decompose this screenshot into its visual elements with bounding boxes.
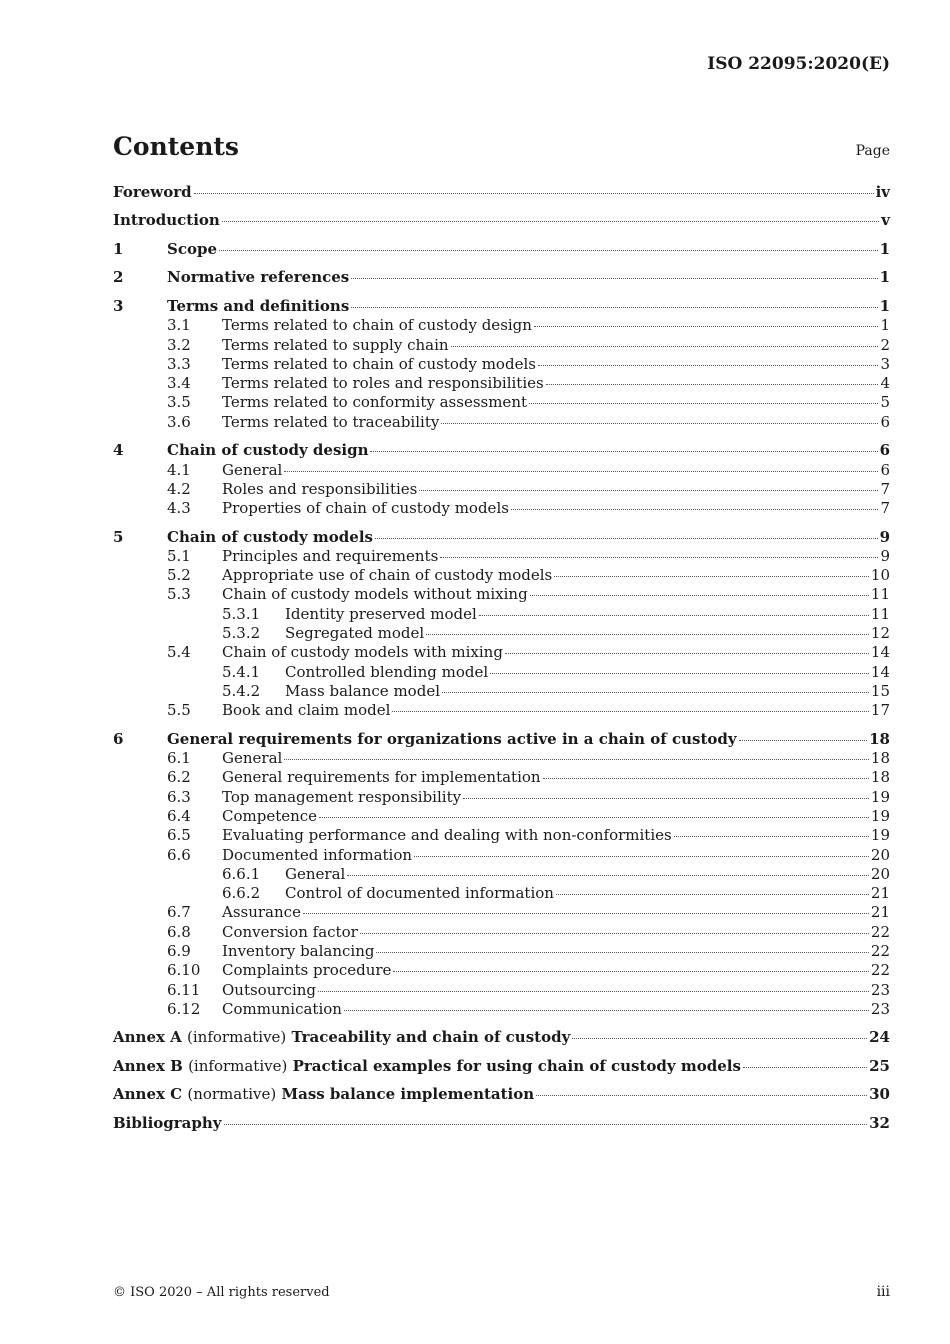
contents-title: Contents <box>113 132 240 161</box>
toc-entry-number: 6.2 <box>167 768 191 787</box>
toc-entry-page: 20 <box>870 845 890 864</box>
dot-leader <box>375 537 878 539</box>
toc-entry[interactable] <box>113 480 890 499</box>
toc-entry-number: 6.5 <box>167 826 191 845</box>
toc-entry[interactable] <box>113 682 890 701</box>
toc-entry-title: Roles and responsibilities <box>222 479 418 498</box>
toc-entry-number: 5.3 <box>167 585 191 604</box>
toc-entry-title: Appropriate use of chain of custody models <box>222 566 553 585</box>
toc-entry[interactable] <box>113 268 890 287</box>
toc-entry-page: v <box>881 211 890 230</box>
toc-entry-page: 17 <box>870 701 890 720</box>
dot-leader <box>376 951 868 953</box>
dot-leader <box>505 652 869 654</box>
toc-entry-title: Mass balance model <box>285 681 440 700</box>
toc-entry-title: Complaints procedure <box>222 961 392 980</box>
toc-entry-title: General <box>222 749 283 768</box>
toc-entry-page: 19 <box>870 787 890 806</box>
toc-entry[interactable] <box>113 624 890 643</box>
toc-entry-page: 1 <box>879 296 890 315</box>
toc-entry-page: 18 <box>870 768 890 787</box>
toc-entry-page: 9 <box>879 527 890 546</box>
dot-leader <box>554 575 869 577</box>
annex-label: Annex C <box>113 1085 183 1104</box>
dot-leader <box>479 614 869 616</box>
toc-entry-number: 6.3 <box>167 787 191 806</box>
toc-entry-number: 4 <box>113 441 124 460</box>
toc-entry[interactable] <box>113 528 890 547</box>
toc-entry[interactable] <box>113 701 890 720</box>
toc-entry-title: Scope <box>167 239 218 258</box>
toc-entry-number: 3.5 <box>167 393 191 412</box>
toc-entry[interactable] <box>113 585 890 604</box>
toc-entry-page: 2 <box>880 335 890 354</box>
dot-leader <box>739 739 868 741</box>
toc-entry-page: 22 <box>870 961 890 980</box>
dot-leader <box>556 893 869 895</box>
toc-entry-number: 3.2 <box>167 335 191 354</box>
dot-leader <box>572 1037 867 1039</box>
dot-leader <box>440 556 878 558</box>
toc-entry[interactable] <box>113 788 890 807</box>
toc-entry-title: Communication <box>222 999 342 1018</box>
toc-entry[interactable] <box>113 884 890 903</box>
dot-leader <box>451 345 879 347</box>
toc-entry-page: 7 <box>880 479 890 498</box>
dot-leader <box>347 874 869 876</box>
toc-entry-page: 32 <box>869 1113 890 1132</box>
dot-leader <box>546 383 879 385</box>
toc-entry[interactable] <box>113 768 890 787</box>
toc-entry-number: 5.3.1 <box>222 604 261 623</box>
toc-entry-page: 12 <box>870 624 890 643</box>
dot-leader <box>490 672 869 674</box>
toc-entry-number: 6.6.1 <box>222 864 261 883</box>
toc-entry[interactable] <box>113 981 890 1000</box>
toc-entry-page: 1 <box>879 239 890 258</box>
toc-entry-title: General requirements for organizations active in a chain of custody <box>167 729 737 748</box>
toc-entry-number: 4.2 <box>167 479 191 498</box>
toc-entry-number: 4.3 <box>167 499 191 518</box>
toc-entry-title: Conversion factor <box>222 922 358 941</box>
dot-leader <box>743 1066 867 1068</box>
toc-entry[interactable] <box>113 643 890 662</box>
toc-entry-number: 4.1 <box>167 460 191 479</box>
toc-entry-page: 24 <box>869 1028 890 1047</box>
toc-entry[interactable] <box>113 961 890 980</box>
toc-entry[interactable] <box>113 605 890 624</box>
toc-entry-page: 25 <box>869 1056 890 1075</box>
toc-entry-number: 3.4 <box>167 374 191 393</box>
toc-entry-title: Chain of custody models <box>167 527 373 546</box>
toc-entry-title: Controlled blending model <box>285 662 489 681</box>
toc-entry-title: Terms and definitions <box>167 296 350 315</box>
dot-leader <box>543 777 869 779</box>
toc-entry-page: 6 <box>880 460 890 479</box>
toc-entry-page: 23 <box>870 999 890 1018</box>
annex-title: Traceability and chain of custody <box>291 1028 571 1047</box>
dot-leader <box>319 816 869 818</box>
annex-type: (normative) <box>187 1085 277 1104</box>
copyright-notice: © ISO 2020 – All rights reserved <box>113 1285 330 1300</box>
toc-entry-page: 22 <box>870 922 890 941</box>
toc-entry-number: 2 <box>113 268 124 287</box>
toc-entry-number: 5.4.2 <box>222 681 261 700</box>
dot-leader <box>318 990 869 992</box>
toc-annex-title <box>113 1028 570 1047</box>
toc-entry[interactable] <box>113 1028 890 1047</box>
toc-entry-title: Competence <box>222 806 318 825</box>
dot-leader <box>284 758 869 760</box>
toc-entry-title: Terms related to conformity assessment <box>222 393 528 412</box>
toc-entry-number: 3.6 <box>167 412 191 431</box>
toc-entry-page: 6 <box>879 441 890 460</box>
dot-leader <box>351 277 877 279</box>
toc-entry-title: General <box>222 460 283 479</box>
toc-entry-number: 6.12 <box>167 999 201 1018</box>
toc-entry-title: Chain of custody models with mixing <box>222 643 503 662</box>
toc-entry[interactable] <box>113 807 890 826</box>
toc-entry-page: 21 <box>870 903 890 922</box>
toc-entry-title: Terms related to supply chain <box>222 335 449 354</box>
toc-entry[interactable] <box>113 499 890 518</box>
toc-entry-title: Segregated model <box>285 624 425 643</box>
toc-entry-title: Chain of custody models without mixing <box>222 585 528 604</box>
dot-leader <box>370 450 877 452</box>
toc-entry-page: 11 <box>870 585 890 604</box>
toc-entry-number: 6.4 <box>167 806 191 825</box>
toc-entry-title: General requirements for implementation <box>222 768 541 787</box>
toc-entry[interactable] <box>113 240 890 259</box>
toc-entry[interactable] <box>113 730 890 749</box>
toc-entry-number: 3 <box>113 296 124 315</box>
toc-entry-title: Book and claim model <box>222 701 391 720</box>
toc-entry-number: 6 <box>113 729 124 748</box>
toc-entry-number: 5.5 <box>167 701 191 720</box>
toc-entry-title: Evaluating performance and dealing with non-conformities <box>222 826 672 845</box>
toc-entry[interactable] <box>113 1000 890 1019</box>
toc-entry-title: Terms related to roles and responsibilities <box>222 374 544 393</box>
toc-entry-number: 3.3 <box>167 354 191 373</box>
annex-type: (informative) <box>188 1056 288 1075</box>
toc-entry-page: 7 <box>880 499 890 518</box>
toc-entry-page: 18 <box>869 729 890 748</box>
dot-leader <box>284 470 878 472</box>
toc-entry-title: Top management responsibility <box>222 787 462 806</box>
toc-entry-page: 18 <box>870 749 890 768</box>
toc-entry-title: Principles and requirements <box>222 546 439 565</box>
toc-entry-number: 5.3.2 <box>222 624 261 643</box>
dot-leader <box>393 970 868 972</box>
toc-entry-page: 19 <box>870 806 890 825</box>
toc-entry[interactable] <box>113 211 890 230</box>
toc-entry-number: 6.8 <box>167 922 191 941</box>
toc-entry-page: 14 <box>870 643 890 662</box>
annex-type: (informative) <box>187 1028 287 1047</box>
toc-entry-page: 6 <box>880 412 890 431</box>
dot-leader <box>303 912 869 914</box>
toc-entry[interactable] <box>113 749 890 768</box>
toc-entry-title: General <box>285 864 346 883</box>
toc-entry-number: 6.1 <box>167 749 191 768</box>
toc-entry-number: 6.9 <box>167 942 191 960</box>
toc-entry-number: 5.4 <box>167 643 191 662</box>
dot-leader <box>441 422 878 424</box>
toc-entry[interactable] <box>113 183 890 202</box>
dot-leader <box>224 1123 868 1125</box>
dot-leader <box>414 855 869 857</box>
table-of-contents <box>113 183 890 1133</box>
dot-leader <box>351 306 877 308</box>
toc-entry-title: Outsourcing <box>222 980 317 999</box>
dot-leader <box>419 489 878 491</box>
toc-entry-title: Documented information <box>222 845 413 864</box>
toc-entry[interactable] <box>113 942 890 961</box>
toc-entry-number: 6.7 <box>167 903 191 922</box>
toc-entry-title: Terms related to traceability <box>222 412 440 431</box>
toc-entry-page: 11 <box>870 604 890 623</box>
toc-entry[interactable] <box>113 355 890 374</box>
toc-annex-title <box>113 1057 741 1076</box>
toc-entry-title: Introduction <box>113 211 220 230</box>
dot-leader <box>529 402 878 404</box>
dot-leader <box>392 710 869 712</box>
toc-entry[interactable] <box>113 413 890 432</box>
page-column-label: Page <box>855 143 890 159</box>
toc-entry-page: 14 <box>870 662 890 681</box>
dot-leader <box>194 192 874 194</box>
toc-entry-page: 22 <box>870 942 890 960</box>
annex-title: Mass balance implementation <box>281 1085 535 1104</box>
dot-leader <box>536 1094 867 1096</box>
toc-entry[interactable] <box>113 547 890 566</box>
toc-annex-title <box>113 1085 534 1104</box>
toc-entry[interactable] <box>113 846 890 865</box>
annex-label: Annex A <box>113 1028 182 1047</box>
dot-leader <box>442 691 869 693</box>
toc-entry-number: 6.11 <box>167 980 201 999</box>
toc-entry[interactable] <box>113 903 890 922</box>
toc-entry-page: 1 <box>880 316 890 335</box>
toc-entry-title: Foreword <box>113 183 192 201</box>
toc-entry-page: 23 <box>870 980 890 999</box>
toc-entry-page: 10 <box>870 566 890 585</box>
toc-entry[interactable] <box>113 1057 890 1076</box>
toc-entry-title: Terms related to chain of custody design <box>222 316 532 335</box>
toc-entry[interactable] <box>113 461 890 480</box>
toc-entry[interactable] <box>113 393 890 412</box>
toc-entry[interactable] <box>113 441 890 460</box>
dot-leader <box>219 249 878 251</box>
annex-label: Annex B <box>113 1056 183 1075</box>
toc-entry-number: 5 <box>113 527 124 546</box>
toc-entry-number: 1 <box>113 239 124 258</box>
toc-entry-number: 6.6.2 <box>222 884 261 903</box>
annex-title: Practical examples for using chain of custody models <box>292 1056 741 1075</box>
toc-entry[interactable] <box>113 826 890 845</box>
document-id: ISO 22095:2020(E) <box>707 54 890 74</box>
toc-entry-title: Normative references <box>167 268 350 287</box>
toc-entry-number: 5.2 <box>167 566 191 585</box>
toc-entry-title: Terms related to chain of custody models <box>222 354 536 373</box>
toc-entry-page: 3 <box>880 354 890 373</box>
toc-entry-title: Control of documented information <box>285 884 554 903</box>
toc-entry[interactable] <box>113 923 890 942</box>
toc-entry[interactable] <box>113 1114 890 1133</box>
toc-entry-page: 30 <box>869 1085 890 1104</box>
toc-entry[interactable] <box>113 663 890 682</box>
toc-entry-number: 5.1 <box>167 546 191 565</box>
toc-entry-title: Bibliography <box>113 1113 222 1132</box>
dot-leader <box>426 633 869 635</box>
toc-entry-page: 1 <box>879 268 890 287</box>
toc-entry-title: Properties of chain of custody models <box>222 499 509 518</box>
toc-entry-page: 15 <box>870 681 890 700</box>
toc-entry-title: Assurance <box>222 903 301 922</box>
toc-entry-number: 6.10 <box>167 961 201 980</box>
toc-entry-page: 19 <box>870 826 890 845</box>
dot-leader <box>511 508 879 510</box>
toc-entry-page: 4 <box>880 374 890 393</box>
toc-entry-page: 21 <box>870 884 890 903</box>
toc-entry-title: Inventory balancing <box>222 942 375 960</box>
toc-entry-page: 20 <box>870 864 890 883</box>
toc-entry[interactable] <box>113 374 890 393</box>
toc-entry[interactable] <box>113 336 890 355</box>
toc-entry-title: Identity preserved model <box>285 604 477 623</box>
toc-entry-page: 5 <box>880 393 890 412</box>
toc-entry-page: 9 <box>880 546 890 565</box>
dot-leader <box>222 220 879 222</box>
dot-leader <box>360 932 869 934</box>
dot-leader <box>538 364 879 366</box>
dot-leader <box>534 325 879 327</box>
toc-entry-title: Chain of custody design <box>167 441 369 460</box>
toc-entry[interactable] <box>113 566 890 585</box>
dot-leader <box>674 835 869 837</box>
toc-entry-page: iv <box>875 183 890 201</box>
toc-entry-number: 6.6 <box>167 845 191 864</box>
toc-entry-number: 3.1 <box>167 316 191 335</box>
page-number: iii <box>876 1284 890 1300</box>
toc-entry[interactable] <box>113 1085 890 1104</box>
toc-entry-number: 5.4.1 <box>222 662 261 681</box>
dot-leader <box>530 594 869 596</box>
dot-leader <box>344 1009 869 1011</box>
toc-entry[interactable] <box>113 865 890 884</box>
toc-entry[interactable] <box>113 316 890 335</box>
dot-leader <box>463 797 869 799</box>
toc-entry[interactable] <box>113 297 890 316</box>
